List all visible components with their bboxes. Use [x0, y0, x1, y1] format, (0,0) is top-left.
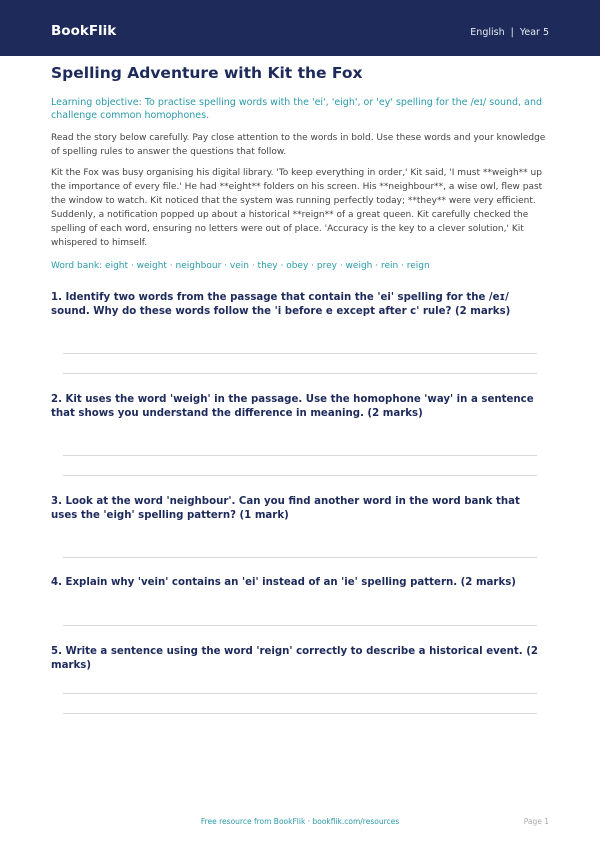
- question-4: 4. Explain why 'vein' contains an 'ei' instead of an 'ie' spelling pattern. (2 marks): [51, 577, 516, 588]
- question-3: 3. Look at the word 'neighbour'. Can you find another word in the word bank that uses the 'eigh' spelling pattern? (1 mark): [51, 496, 520, 521]
- footer-credit[interactable]: Free resource from BookFlik · bookflik.com/resources: [200, 817, 400, 826]
- question-1: 1. Identify two words from the passage that contain the 'ei' spelling for the /eɪ/ sound. Why do these words follow the 'i before e except after c' rule? (2 marks): [51, 292, 511, 317]
- header-meta: [470, 27, 549, 38]
- answer-line[interactable]: [63, 713, 537, 714]
- subject-label: English: [470, 27, 505, 38]
- instructions: Read the story below carefully. Pay close attention to the words in bold. Use these words and your knowledge of spelling rules to answer the questions that follow.: [51, 133, 546, 157]
- page-number: Page 1: [523, 817, 549, 826]
- page-header: [0, 0, 600, 56]
- year-label: Year 5: [519, 27, 549, 38]
- answer-line[interactable]: [63, 373, 537, 374]
- answer-line[interactable]: [63, 557, 537, 558]
- header-separator: |: [510, 27, 514, 38]
- story-passage: Kit the Fox was busy organising his digital library. 'To keep everything in order,' Kit said, 'I must **weigh** up the importance of every file.' He had **eight** folders on his screen. His **neighbour**, a wise owl, flew past the window to watch. Kit noticed that the system was running perfectly today; **they** were very efficient. Suddenly, a notification popped up about a historical **reign** of a great queen. Kit carefully checked the spelling of each word, ensuring no letters were out of place. 'Accuracy is the key to a clever solution,' Kit whispered to himself.: [51, 168, 543, 248]
- answer-line[interactable]: [63, 625, 537, 626]
- page-title: Spelling Adventure with Kit the Fox: [51, 64, 363, 82]
- answer-line[interactable]: [63, 353, 537, 354]
- answer-line[interactable]: [63, 475, 537, 476]
- learning-objective: Learning objective: To practise spelling words with the 'ei', 'eigh', or 'ey' spelling for the /eɪ/ sound, and challenge common homophones.: [51, 97, 543, 121]
- question-2: 2. Kit uses the word 'weigh' in the passage. Use the homophone 'way' in a sentence that shows you understand the difference in meaning. (2 marks): [51, 394, 534, 419]
- answer-line[interactable]: [63, 455, 537, 456]
- word-bank: Word bank: eight · weight · neighbour · vein · they · obey · prey · weigh · rein · reign: [51, 261, 430, 271]
- question-5: 5. Write a sentence using the word 'reign' correctly to describe a historical event. (2 marks): [51, 646, 538, 671]
- answer-line[interactable]: [63, 693, 537, 694]
- brand-logo-text[interactable]: BookFlik: [51, 23, 117, 39]
